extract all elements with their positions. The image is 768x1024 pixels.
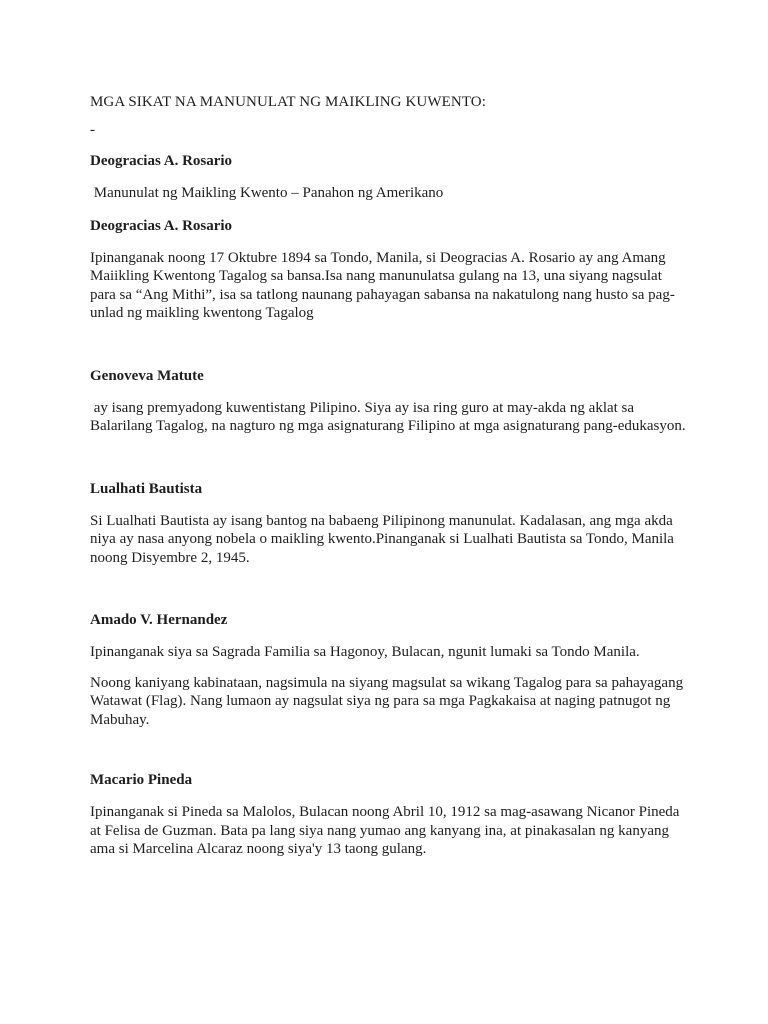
section-paragraph: Ipinanganak si Pineda sa Malolos, Bulacan noong Abril 10, 1912 sa mag-asawang Nicanor Pineda at Felisa de Guzman. Bata pa lang siya nang yumao ang kanyang ina, at pinakasalan ng kanyang ama si Marcelina Alcaraz noong siya'y 13 taong gulang. xyxy=(90,804,680,857)
section-heading-hernandez: Amado V. Hernandez xyxy=(90,612,228,628)
section-heading-pineda: Macario Pineda xyxy=(90,772,193,788)
spacer xyxy=(90,579,690,611)
section-heading-bautista: Lualhati Bautista xyxy=(90,480,203,497)
section-paragraph: Si Lualhati Bautista ay isang bantog na babaeng Pilipinong manunulat. Kadalasan, ang mga akda niya ay nasa anyong nobela o maikling kwento.Pinanganak si Lualhati Bautista sa Tondo, Manila noong Disyembre 2, 1945. xyxy=(90,512,674,566)
section-paragraph: ay isang premyadong kuwentistang Pilipino. Siya ay isa ring guro at may-akda ng aklat sa Balarilang Tagalog, na nagturo ng mga asignaturang Filipino at mga asignaturang pang-edukasyon. xyxy=(90,399,686,434)
document-body xyxy=(90,93,690,871)
section-paragraph: Ipinanganak noong 17 Oktubre 1894 sa Tondo, Manila, si Deogracias A. Rosario ay ang Amang Maiikling Kwentong Tagalog sa bansa.Isa nang manunulatsa gulang na 13, una siyang nagsulat para sa “Ang Mithi”, isa sa tatlong naunang pahayagan sabansa na nakatulong nang husto sa pag-unlad ng maikling kwentong Tagalog xyxy=(90,249,675,321)
spacer xyxy=(90,335,690,367)
section-heading-matute: Genoveva Matute xyxy=(90,367,204,384)
spacer xyxy=(90,448,690,480)
spacer xyxy=(90,741,690,771)
section-paragraph: Ipinanganak siya sa Sagrada Familia sa Hagonoy, Bulacan, ngunit lumaki sa Tondo Manila. xyxy=(90,644,640,660)
document-title: MGA SIKAT NA MANUNULAT NG MAIKLING KUWENTO: xyxy=(90,94,486,110)
section-paragraph: Noong kaniyang kabinataan, nagsimula na siyang magsulat sa wikang Tagalog para sa pahayagang Watawat (Flag). Nang lumaon ay nagsulat siya ng para sa mga Pagkakaisa at naging patnugot ng Mabuhay. xyxy=(90,674,684,728)
section-paragraph: Manunulat ng Maikling Kwento – Panahon ng Amerikano xyxy=(90,185,444,201)
section-heading-rosario-bio: Deogracias A. Rosario xyxy=(90,217,233,234)
section-heading-rosario: Deogracias A. Rosario xyxy=(90,153,233,169)
dash-separator: - xyxy=(90,122,95,138)
